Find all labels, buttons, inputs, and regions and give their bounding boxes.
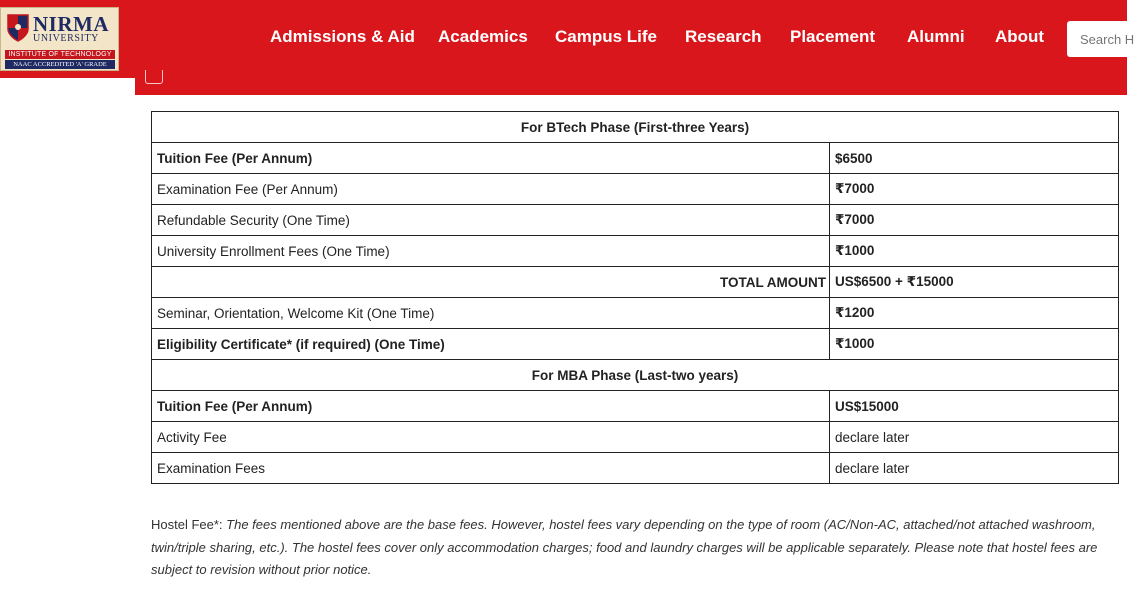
table-row [152, 236, 1119, 267]
fee-label: Refundable Security (One Time) [152, 205, 830, 236]
table-row [152, 112, 1119, 143]
table-row [152, 267, 1119, 298]
nav-research[interactable]: Research [685, 27, 762, 46]
fee-value: ₹1000 [830, 236, 1119, 267]
fees-table [151, 111, 1119, 484]
fee-value: ₹7000 [830, 205, 1119, 236]
search-input[interactable] [1067, 21, 1134, 57]
table-row [152, 360, 1119, 391]
search-placeholder: Search H [1080, 32, 1134, 47]
nav-about[interactable]: About [995, 27, 1045, 46]
fee-label: Seminar, Orientation, Welcome Kit (One Time) [152, 298, 830, 329]
table-row [152, 143, 1119, 174]
nav-campus-life[interactable]: Campus Life [555, 27, 658, 46]
fee-label: Eligibility Certificate* (if required) (One Time) [152, 329, 830, 360]
table-row [152, 391, 1119, 422]
table-row [152, 174, 1119, 205]
hostel-fee-label: Hostel Fee*: [151, 517, 223, 532]
total-label: TOTAL AMOUNT [152, 267, 830, 298]
fee-value: ₹1200 [830, 298, 1119, 329]
fee-value: declare later [830, 422, 1119, 453]
fee-value: ₹7000 [830, 174, 1119, 205]
fee-value: $6500 [830, 143, 1119, 174]
table-row [152, 329, 1119, 360]
table-row [152, 205, 1119, 236]
fee-label: Activity Fee [152, 422, 830, 453]
hostel-fee-text: The fees mentioned above are the base fees. However, hostel fees vary depending on the type of room (AC/Non-AC, attached/not attached washroom, twin/triple sharing, etc.). The hostel fees cover only accommodation charges; food and laundry charges will be applicable separately. Please note that hostel fees are subject to revision without prior notice. [151, 517, 1098, 577]
table-row [152, 422, 1119, 453]
main-nav [0, 0, 1127, 74]
nav-alumni[interactable]: Alumni [907, 27, 965, 46]
hostel-fee-note [151, 514, 1101, 582]
fee-value: ₹1000 [830, 329, 1119, 360]
logo-name: NIRMA [33, 12, 109, 36]
total-value: US$6500 + ₹15000 [830, 267, 1119, 298]
nav-academics[interactable]: Academics [438, 27, 528, 46]
fee-value: US$15000 [830, 391, 1119, 422]
fee-label: Examination Fee (Per Annum) [152, 174, 830, 205]
logo-accreditation: NAAC ACCREDITED 'A' GRADE [5, 60, 115, 69]
fee-label: Tuition Fee (Per Annum) [152, 143, 830, 174]
table-row [152, 453, 1119, 484]
header-subbar [135, 78, 1127, 95]
btech-phase-header: For BTech Phase (First-three Years) [152, 112, 1119, 143]
mba-phase-header: For MBA Phase (Last-two years) [152, 360, 1119, 391]
logo-university: UNIVERSITY [33, 33, 99, 44]
logo-institute: INSTITUTE OF TECHNOLOGY [5, 50, 115, 59]
nav-admissions-aid[interactable]: Admissions & Aid [270, 27, 415, 46]
table-row [152, 298, 1119, 329]
fee-value: declare later [830, 453, 1119, 484]
nav-placement[interactable]: Placement [790, 27, 876, 46]
fee-label: Examination Fees [152, 453, 830, 484]
fee-label: Tuition Fee (Per Annum) [152, 391, 830, 422]
fee-label: University Enrollment Fees (One Time) [152, 236, 830, 267]
